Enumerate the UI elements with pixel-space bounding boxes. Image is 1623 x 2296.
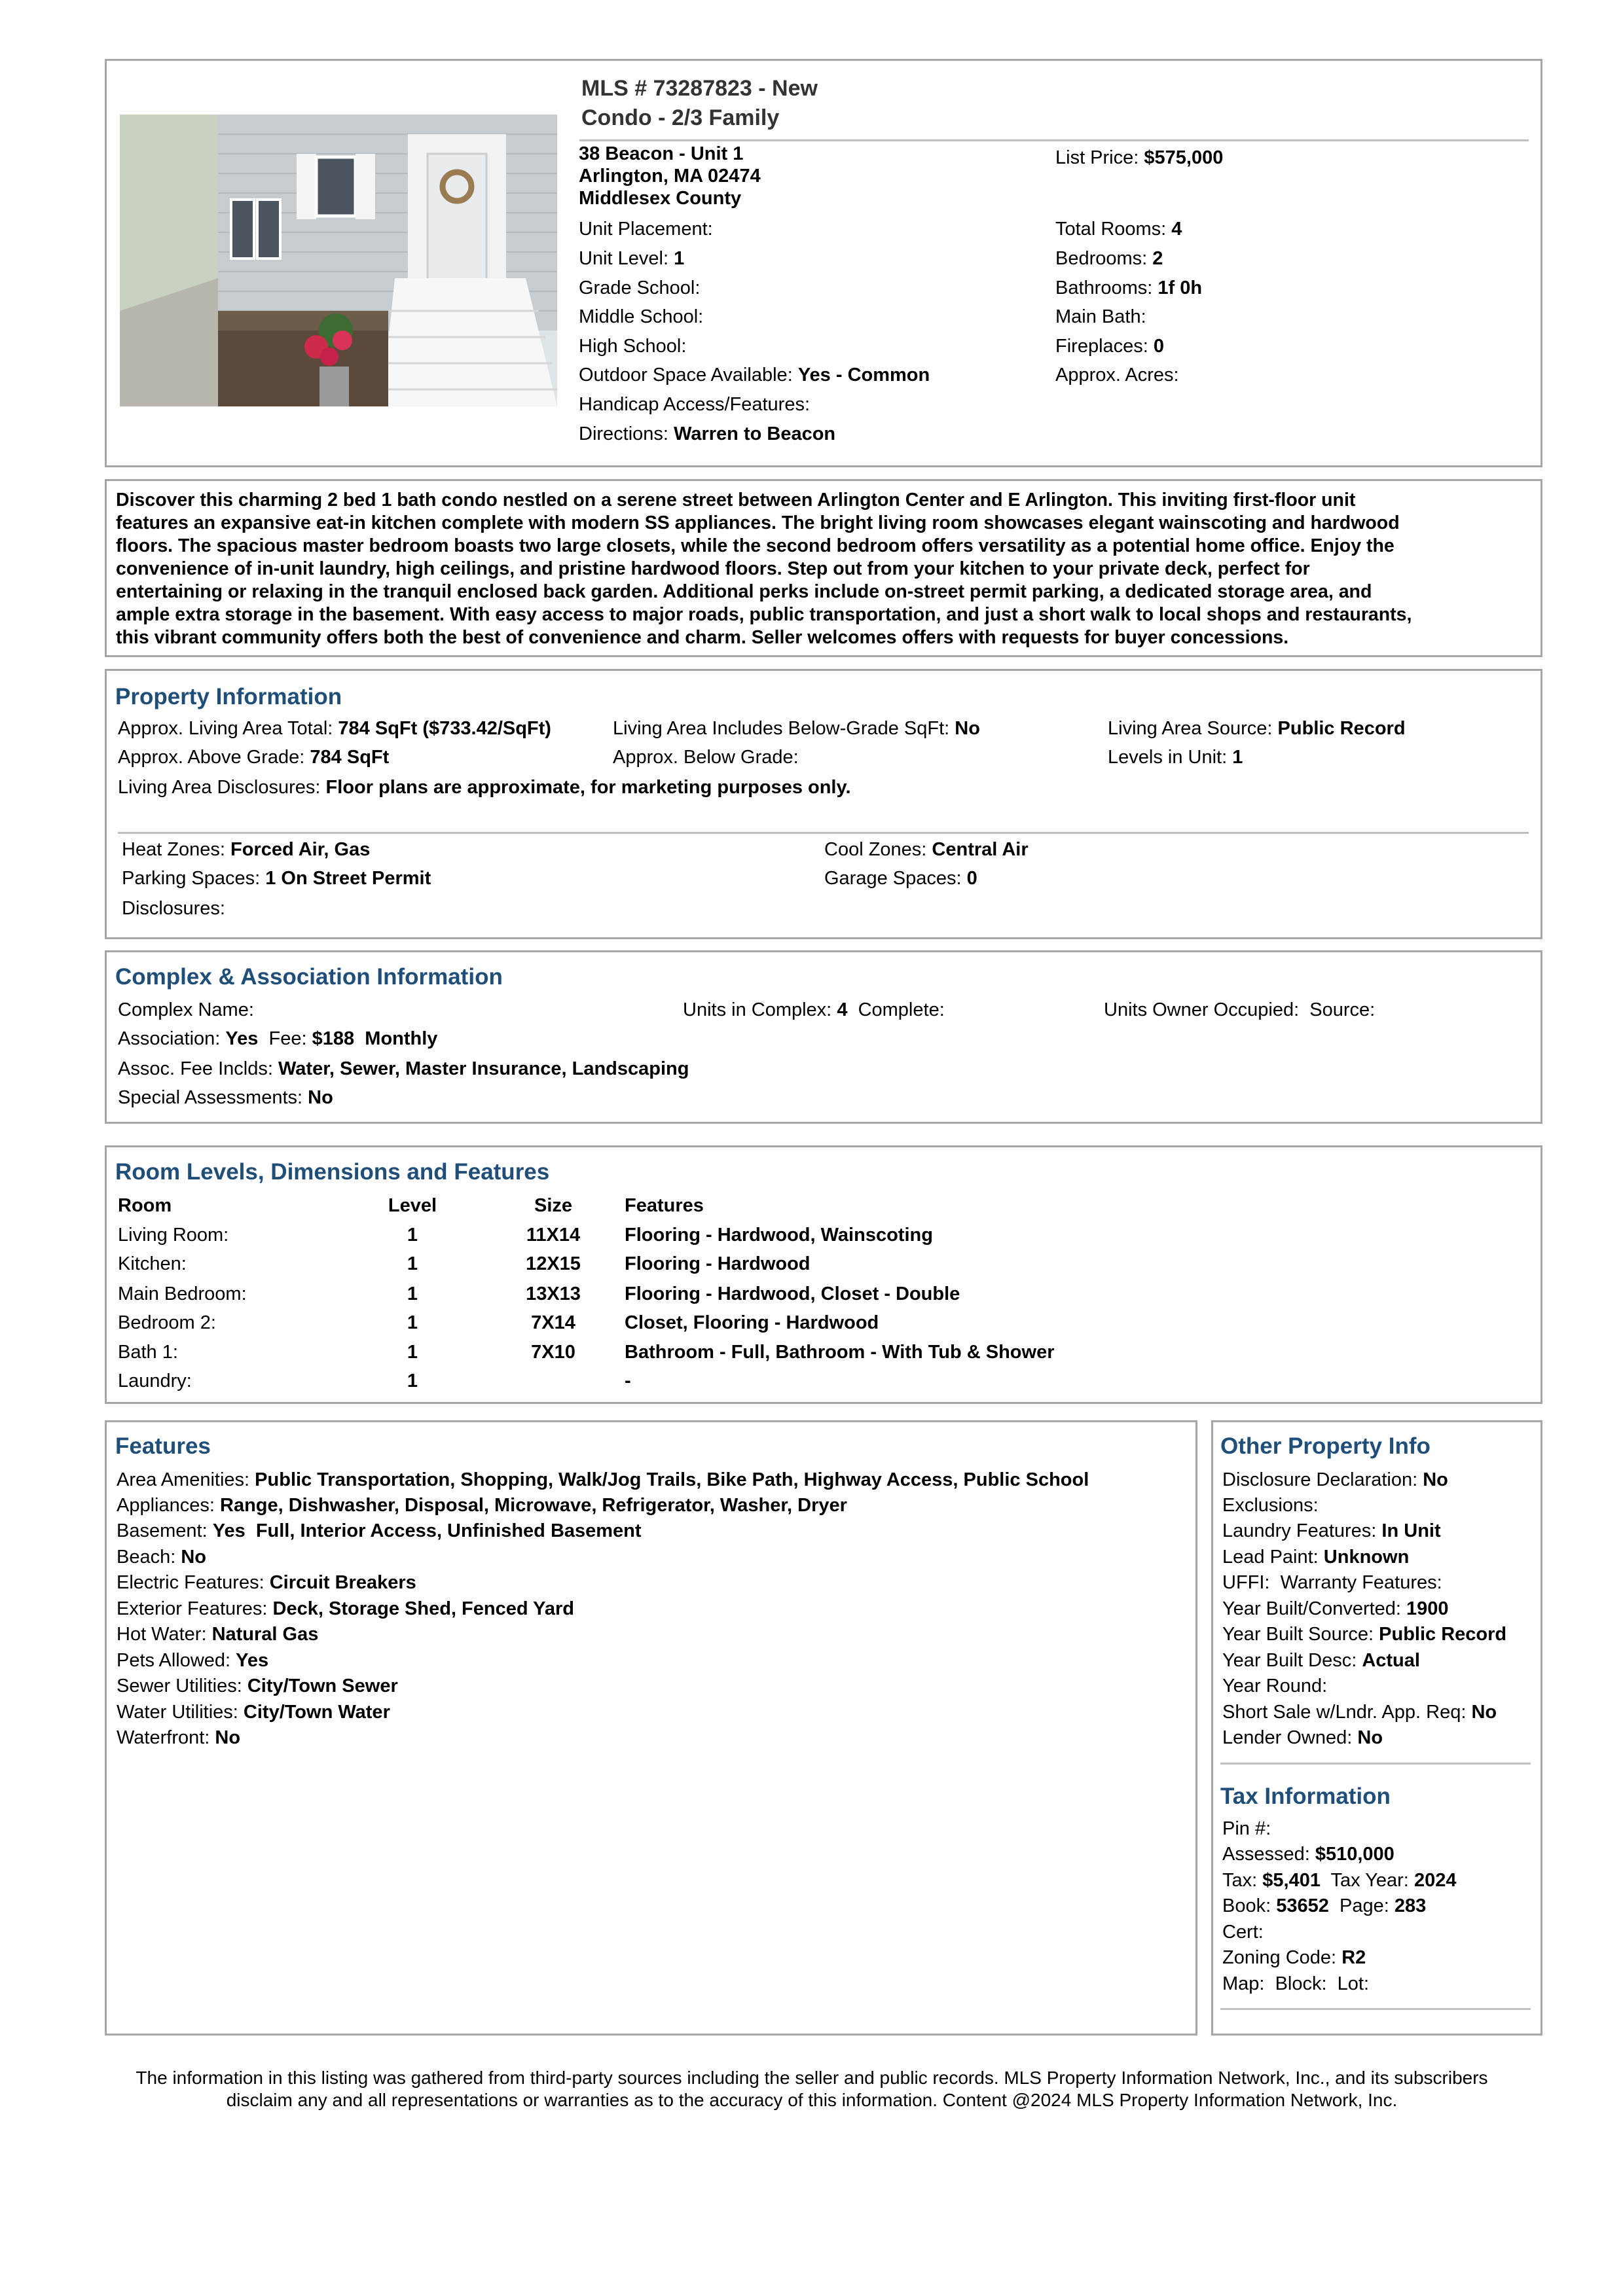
tax-map-block-lot bbox=[1222, 1973, 1369, 1996]
field-value: Range, Dishwasher, Disposal, Microwave, Refrigerator, Washer, Dryer bbox=[220, 1495, 847, 1516]
field-value: $5,401 bbox=[1262, 1870, 1321, 1891]
field-label: Outdoor Space Available: bbox=[579, 365, 793, 386]
field-label: Middle School: bbox=[579, 306, 704, 327]
field-value: 1f 0h bbox=[1158, 278, 1203, 298]
room-size: 7X14 bbox=[531, 1312, 575, 1333]
field-label: Parking Spaces: bbox=[122, 868, 261, 889]
complex-association-title: Complex & Association Information bbox=[115, 964, 503, 990]
field-value: Forced Air, Gas bbox=[230, 839, 371, 860]
tax-book-page bbox=[1222, 1895, 1426, 1918]
field-value: Natural Gas bbox=[211, 1624, 319, 1645]
field-value: 4 bbox=[1171, 219, 1182, 240]
property-information-title: Property Information bbox=[115, 684, 342, 709]
field-label: Fee: bbox=[268, 1028, 307, 1049]
living-area-below-grade-incl bbox=[613, 717, 980, 740]
public-remarks bbox=[116, 489, 1533, 649]
field-label: Heat Zones: bbox=[122, 839, 225, 860]
field-label: Year Round: bbox=[1222, 1676, 1328, 1696]
address-line-2: Arlington, MA 02474 bbox=[579, 166, 761, 187]
field-label: Exclusions: bbox=[1222, 1495, 1319, 1516]
list-price-label: List Price: bbox=[1055, 147, 1139, 168]
tax-info-divider bbox=[1220, 2008, 1531, 2010]
field-value: 784 SqFt bbox=[310, 747, 390, 768]
field-label: Pets Allowed: bbox=[117, 1650, 231, 1671]
room-name: Bath 1: bbox=[118, 1342, 178, 1363]
field-value: Unknown bbox=[1323, 1547, 1410, 1568]
field-value: Yes - Common bbox=[797, 365, 930, 386]
field-label: Source: bbox=[1309, 999, 1376, 1020]
field-label: Assessed: bbox=[1222, 1844, 1310, 1865]
disclosures bbox=[122, 897, 225, 920]
feature-basement bbox=[117, 1520, 642, 1543]
remarks-line: this vibrant community offers both the best of convenience and charm. Seller welcomes offers with requests for buyer concessions. bbox=[116, 627, 1289, 648]
field-value: City/Town Water bbox=[243, 1702, 390, 1723]
rooms-header-room: Room bbox=[118, 1195, 172, 1216]
feature-hot-water bbox=[117, 1623, 318, 1646]
field-label: Pin #: bbox=[1222, 1818, 1271, 1839]
field-value: In Unit bbox=[1381, 1520, 1441, 1541]
field-value: Yes Full, Interior Access, Unfinished Basement bbox=[212, 1520, 642, 1541]
feature-waterfront bbox=[117, 1727, 240, 1749]
room-level: 1 bbox=[407, 1371, 418, 1391]
field-label: Laundry Features: bbox=[1222, 1520, 1377, 1541]
field-label: Handicap Access/Features: bbox=[579, 394, 811, 415]
feature-area-amenities bbox=[117, 1469, 1089, 1492]
field-label: Complex Name: bbox=[118, 999, 254, 1020]
field-value: Circuit Breakers bbox=[269, 1572, 416, 1593]
other-uffi bbox=[1222, 1571, 1442, 1594]
room-level: 1 bbox=[407, 1283, 418, 1304]
cool-zones bbox=[824, 838, 1029, 861]
other-info-divider bbox=[1220, 1763, 1531, 1765]
special-assessments bbox=[118, 1086, 333, 1109]
living-area-total bbox=[118, 717, 551, 740]
disclaimer-footer bbox=[98, 2067, 1525, 2111]
room-features: Bathroom - Full, Bathroom - With Tub & Shower bbox=[625, 1342, 1055, 1363]
other-disclosure-declaration bbox=[1222, 1469, 1448, 1492]
field-value: 4 bbox=[837, 999, 848, 1020]
room-size: 7X10 bbox=[531, 1342, 575, 1363]
field-value: No bbox=[215, 1727, 241, 1748]
field-value: Yes bbox=[236, 1650, 269, 1671]
feature-electric bbox=[117, 1571, 416, 1594]
living-area-disclosures bbox=[118, 776, 851, 799]
remarks-line: convenience of in-unit laundry, high ceilings, and pristine hardwood floors. Step out from your kitchen to your private deck, perfect for bbox=[116, 558, 1310, 579]
remarks-line: features an expansive eat-in kitchen complete with modern SS appliances. The bright living room showcases elegant wainscoting and hardwood bbox=[116, 512, 1400, 533]
field-value: No bbox=[308, 1087, 333, 1108]
field-label: Living Area Source: bbox=[1108, 718, 1273, 739]
field-label: Association: bbox=[118, 1028, 221, 1049]
field-label: UFFI: Warranty Features: bbox=[1222, 1572, 1442, 1593]
room-name: Living Room: bbox=[118, 1225, 229, 1246]
field-value: No bbox=[1423, 1469, 1448, 1490]
parking-spaces bbox=[122, 867, 431, 890]
field-label: Year Built Desc: bbox=[1222, 1650, 1357, 1671]
other-info-title: Other Property Info bbox=[1220, 1433, 1431, 1459]
rooms-header-features: Features bbox=[625, 1195, 704, 1216]
field-label: Living Area Includes Below-Grade SqFt: bbox=[613, 718, 950, 739]
field-label: Tax Year: bbox=[1330, 1870, 1409, 1891]
tax-zoning bbox=[1222, 1946, 1366, 1969]
field-label: Lead Paint: bbox=[1222, 1547, 1319, 1568]
other-year-built bbox=[1222, 1598, 1449, 1621]
feature-water bbox=[117, 1701, 390, 1724]
below-grade bbox=[613, 746, 799, 769]
field-value: 2024 bbox=[1413, 1870, 1457, 1891]
header-divider bbox=[579, 139, 1529, 141]
field-label: Tax: bbox=[1222, 1870, 1258, 1891]
field-value: Actual bbox=[1362, 1650, 1420, 1671]
field-label: Fireplaces: bbox=[1055, 336, 1148, 357]
field-value: Central Air bbox=[932, 839, 1029, 860]
field-value: Yes bbox=[225, 1028, 259, 1049]
field-handicap-access bbox=[579, 393, 810, 416]
field-label: Special Assessments: bbox=[118, 1087, 303, 1108]
field-label: Basement: bbox=[117, 1520, 208, 1541]
field-directions bbox=[579, 423, 835, 446]
field-label: Cool Zones: bbox=[824, 839, 927, 860]
room-name: Kitchen: bbox=[118, 1253, 187, 1274]
field-outdoor-space bbox=[579, 364, 930, 387]
field-label: Unit Level: bbox=[579, 248, 669, 269]
field-unit-placement bbox=[579, 218, 713, 241]
room-features: Flooring - Hardwood, Closet - Double bbox=[625, 1283, 960, 1304]
remarks-line: ample extra storage in the basement. With easy access to major roads, public transportation, and just a short walk to local shops and restaurants, bbox=[116, 604, 1412, 625]
field-unit-level bbox=[579, 247, 684, 270]
complex-name bbox=[118, 999, 254, 1022]
field-label: Map: Block: Lot: bbox=[1222, 1973, 1370, 1994]
room-features: Closet, Flooring - Hardwood bbox=[625, 1312, 879, 1333]
other-year-built-source bbox=[1222, 1623, 1506, 1646]
field-label: Grade School: bbox=[579, 278, 701, 298]
field-total-rooms bbox=[1055, 218, 1182, 241]
disclaimer-line: disclaim any and all representations or warranties as to the accuracy of this information. Content @2024 MLS Property Information Network, Inc. bbox=[226, 2090, 1398, 2110]
assoc-fee-includes bbox=[118, 1058, 689, 1081]
room-name: Bedroom 2: bbox=[118, 1312, 216, 1333]
room-level: 1 bbox=[407, 1312, 418, 1333]
field-bathrooms bbox=[1055, 277, 1202, 300]
room-level: 1 bbox=[407, 1253, 418, 1274]
field-label: Short Sale w/Lndr. App. Req: bbox=[1222, 1702, 1467, 1723]
other-laundry bbox=[1222, 1520, 1441, 1543]
field-value: $510,000 bbox=[1315, 1844, 1395, 1865]
field-value: 1900 bbox=[1406, 1598, 1449, 1619]
field-label: Area Amenities: bbox=[117, 1469, 250, 1490]
field-label: Hot Water: bbox=[117, 1624, 207, 1645]
field-label: Units in Complex: bbox=[683, 999, 832, 1020]
field-value: No bbox=[1357, 1727, 1383, 1748]
field-label: Complete: bbox=[858, 999, 945, 1020]
field-label: Approx. Below Grade: bbox=[613, 747, 799, 768]
field-value: $188 bbox=[312, 1028, 355, 1049]
room-size: 11X14 bbox=[526, 1225, 581, 1246]
tax-assessed bbox=[1222, 1843, 1395, 1866]
field-label: Living Area Disclosures: bbox=[118, 777, 321, 798]
mls-number-line: MLS # 73287823 - New bbox=[581, 76, 818, 101]
field-value: 0 bbox=[1153, 336, 1165, 357]
field-label: Assoc. Fee Inclds: bbox=[118, 1058, 273, 1079]
field-label: High School: bbox=[579, 336, 687, 357]
room-size: 13X13 bbox=[526, 1283, 581, 1304]
field-value: 784 SqFt ($733.42/SqFt) bbox=[338, 718, 551, 739]
field-high-school bbox=[579, 335, 686, 358]
field-label: Waterfront: bbox=[117, 1727, 210, 1748]
field-label: Disclosure Declaration: bbox=[1222, 1469, 1418, 1490]
field-value: Public Record bbox=[1277, 718, 1406, 739]
room-features: Flooring - Hardwood bbox=[625, 1253, 811, 1274]
field-label: Electric Features: bbox=[117, 1572, 264, 1593]
above-grade bbox=[118, 746, 389, 769]
field-label: Page: bbox=[1340, 1895, 1389, 1916]
field-value: 283 bbox=[1394, 1895, 1427, 1916]
field-label: Unit Placement: bbox=[579, 219, 713, 240]
field-label: Year Built Source: bbox=[1222, 1624, 1374, 1645]
field-label: Bathrooms: bbox=[1055, 278, 1153, 298]
field-value: Warren to Beacon bbox=[674, 423, 836, 444]
field-value: 0 bbox=[966, 868, 977, 889]
field-label: Units Owner Occupied: bbox=[1104, 999, 1300, 1020]
field-value: Water, Sewer, Master Insurance, Landscaping bbox=[278, 1058, 689, 1079]
field-label: Directions: bbox=[579, 423, 668, 444]
property-type-line: Condo - 2/3 Family bbox=[581, 105, 780, 130]
field-label: Lender Owned: bbox=[1222, 1727, 1353, 1748]
room-level: 1 bbox=[407, 1225, 418, 1246]
field-value: No bbox=[955, 718, 980, 739]
units-in-complex bbox=[683, 999, 945, 1022]
garage-spaces bbox=[824, 867, 977, 890]
other-lead-paint bbox=[1222, 1546, 1409, 1569]
remarks-line: floors. The spacious master bedroom boasts two large closets, while the second bedroom offers versatility as a potential home office. Enjoy the bbox=[116, 535, 1395, 556]
room-name: Main Bedroom: bbox=[118, 1283, 247, 1304]
field-value: No bbox=[1471, 1702, 1497, 1723]
property-info-divider bbox=[118, 832, 1529, 834]
field-label: Book: bbox=[1222, 1895, 1271, 1916]
field-value: 2 bbox=[1152, 248, 1163, 269]
list-price-value: $575,000 bbox=[1144, 147, 1224, 168]
field-value: R2 bbox=[1341, 1947, 1366, 1968]
field-label: Cert: bbox=[1222, 1922, 1264, 1943]
county-line: Middlesex County bbox=[579, 188, 742, 209]
feature-sewer bbox=[117, 1675, 398, 1698]
room-features: Flooring - Hardwood, Wainscoting bbox=[625, 1225, 933, 1246]
field-value: City/Town Sewer bbox=[247, 1676, 398, 1696]
room-level: 1 bbox=[407, 1342, 418, 1363]
tax-cert bbox=[1222, 1921, 1264, 1944]
field-label: Approx. Above Grade: bbox=[118, 747, 305, 768]
address-line-1: 38 Beacon - Unit 1 bbox=[579, 143, 744, 164]
feature-beach bbox=[117, 1546, 206, 1569]
field-label: Zoning Code: bbox=[1222, 1947, 1337, 1968]
field-label: Sewer Utilities: bbox=[117, 1676, 242, 1696]
field-label: Appliances: bbox=[117, 1495, 215, 1516]
remarks-line: entertaining or relaxing in the tranquil enclosed back garden. Additional perks include on-street permit parking, a dedicated storage area, and bbox=[116, 581, 1372, 602]
field-main-bath bbox=[1055, 306, 1146, 329]
other-lender-owned bbox=[1222, 1727, 1383, 1749]
tax-pin bbox=[1222, 1818, 1271, 1840]
rooms-title: Room Levels, Dimensions and Features bbox=[115, 1159, 550, 1185]
room-name: Laundry: bbox=[118, 1371, 192, 1391]
association bbox=[118, 1028, 437, 1050]
list-price bbox=[1055, 147, 1223, 170]
levels-in-unit bbox=[1108, 746, 1243, 769]
field-label: Year Built/Converted: bbox=[1222, 1598, 1401, 1619]
field-value: Monthly bbox=[365, 1028, 438, 1049]
field-value: Deck, Storage Shed, Fenced Yard bbox=[272, 1598, 574, 1619]
field-value: Public Record bbox=[1379, 1624, 1507, 1645]
other-year-round bbox=[1222, 1675, 1327, 1698]
field-label: Levels in Unit: bbox=[1108, 747, 1228, 768]
field-fireplaces bbox=[1055, 335, 1164, 358]
tax-amount-year bbox=[1222, 1869, 1456, 1892]
rooms-header-level: Level bbox=[388, 1195, 437, 1216]
room-features: - bbox=[625, 1371, 631, 1391]
feature-exterior bbox=[117, 1598, 574, 1621]
other-exclusions bbox=[1222, 1494, 1319, 1517]
field-label: Disclosures: bbox=[122, 898, 225, 919]
field-label: Main Bath: bbox=[1055, 306, 1146, 327]
room-size: 12X15 bbox=[526, 1253, 581, 1274]
field-label: Beach: bbox=[117, 1547, 176, 1568]
field-value: Floor plans are approximate, for marketing purposes only. bbox=[325, 777, 851, 798]
other-short-sale bbox=[1222, 1701, 1497, 1724]
field-value: 1 bbox=[1232, 747, 1243, 768]
other-year-built-desc bbox=[1222, 1649, 1420, 1672]
units-owner-occupied bbox=[1104, 999, 1375, 1022]
field-value: Public Transportation, Shopping, Walk/Jog Trails, Bike Path, Highway Access, Public School bbox=[255, 1469, 1089, 1490]
house-photo-illustration bbox=[120, 115, 557, 406]
field-value: No bbox=[181, 1547, 207, 1568]
field-label: Approx. Living Area Total: bbox=[118, 718, 333, 739]
field-label: Water Utilities: bbox=[117, 1702, 238, 1723]
property-photo bbox=[120, 115, 557, 406]
field-value: 53652 bbox=[1276, 1895, 1329, 1916]
field-label: Total Rooms: bbox=[1055, 219, 1167, 240]
features-title: Features bbox=[115, 1433, 211, 1459]
field-label: Bedrooms: bbox=[1055, 248, 1148, 269]
field-label: Exterior Features: bbox=[117, 1598, 268, 1619]
living-area-source bbox=[1108, 717, 1406, 740]
field-value: 1 On Street Permit bbox=[265, 868, 431, 889]
field-approx-acres bbox=[1055, 364, 1179, 387]
field-grade-school bbox=[579, 277, 700, 300]
field-middle-school bbox=[579, 306, 703, 329]
remarks-line: Discover this charming 2 bed 1 bath condo nestled on a serene street between Arlington Center and E Arlington. This inviting first-floor unit bbox=[116, 490, 1356, 511]
field-label: Garage Spaces: bbox=[824, 868, 962, 889]
feature-pets bbox=[117, 1649, 268, 1672]
field-label: Approx. Acres: bbox=[1055, 365, 1179, 386]
disclaimer-line: The information in this listing was gathered from third-party sources including the seller and public records. MLS Property Information Network, Inc., and its subscribers bbox=[136, 2068, 1488, 2088]
heat-zones bbox=[122, 838, 370, 861]
field-bedrooms bbox=[1055, 247, 1163, 270]
field-value: 1 bbox=[674, 248, 685, 269]
feature-appliances bbox=[117, 1494, 847, 1517]
tax-info-title: Tax Information bbox=[1220, 1784, 1391, 1809]
rooms-header-size: Size bbox=[534, 1195, 573, 1216]
